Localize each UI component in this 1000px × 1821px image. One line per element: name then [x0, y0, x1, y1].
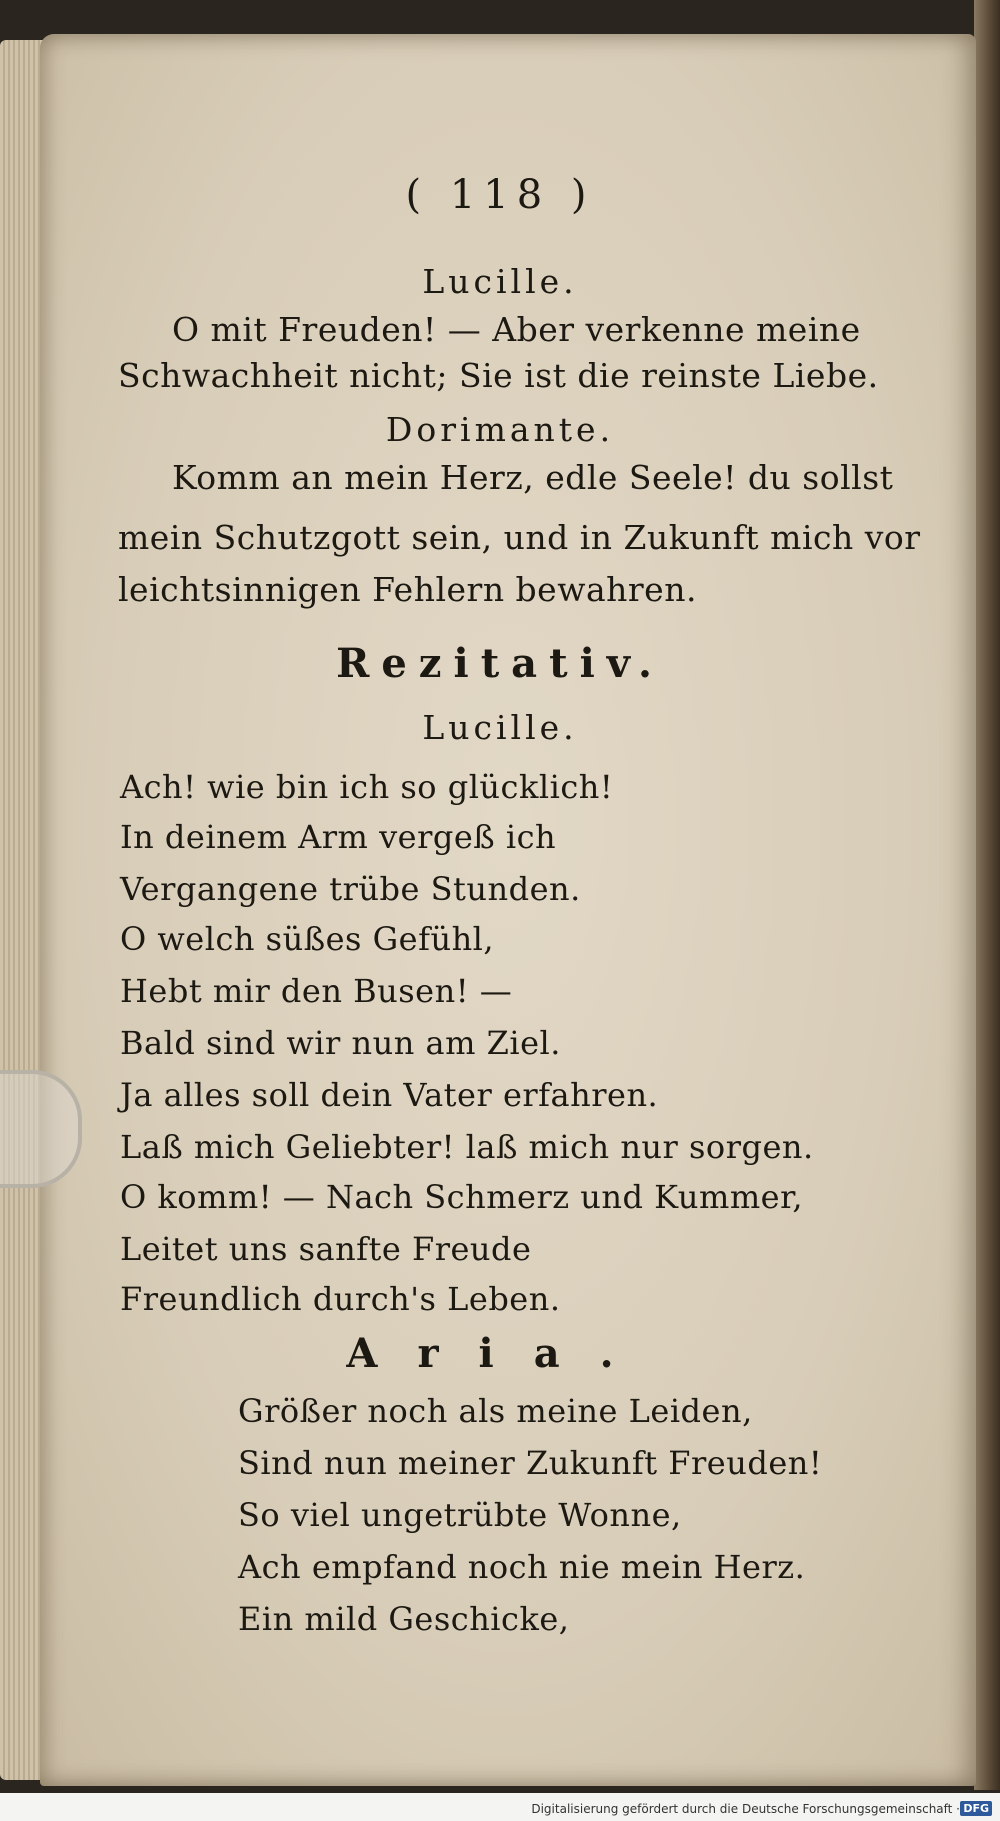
- verse-line: Sind nun meiner Zukunft Freuden!: [238, 1444, 823, 1482]
- verse-line: Größer noch als meine Leiden,: [238, 1392, 753, 1430]
- verse-line: Ach empfand noch nie mein Herz.: [238, 1548, 806, 1586]
- verse-line: Bald sind wir nun am Ziel.: [120, 1024, 561, 1062]
- footer-credit: Digitalisierung gefördert durch die Deutsche Forschungsgemeinschaft ·: [531, 1802, 960, 1816]
- page-number: ( 118 ): [405, 172, 595, 218]
- text-line: mein Schutzgott sein, und in Zukunft mich vor: [118, 518, 921, 557]
- verse-line: O welch süßes Gefühl,: [120, 920, 495, 958]
- verse-line: In deinem Arm vergeß ich: [120, 818, 557, 856]
- dfg-logo: DFG: [960, 1801, 992, 1816]
- page-clip: [0, 1070, 82, 1188]
- speaker-name: Lucille.: [422, 262, 578, 301]
- section-heading: Rezitativ.: [336, 640, 664, 687]
- section-heading: Aria.: [346, 1330, 654, 1377]
- verse-line: Vergangene trübe Stunden.: [120, 870, 581, 908]
- verse-line: Ach! wie bin ich so glücklich!: [120, 768, 614, 806]
- verse-line: O komm! — Nach Schmerz und Kummer,: [120, 1178, 804, 1216]
- verse-line: Ja alles soll dein Vater erfahren.: [120, 1076, 659, 1114]
- verse-line: Hebt mir den Busen! —: [120, 972, 513, 1010]
- speaker-name: Lucille.: [422, 708, 578, 747]
- text-line: O mit Freuden! — Aber verkenne meine: [172, 310, 861, 349]
- verse-line: Ein mild Geschicke,: [238, 1600, 570, 1638]
- verse-line: So viel ungetrübte Wonne,: [238, 1496, 682, 1534]
- footer-bar: [0, 1793, 1000, 1821]
- verse-line: Leitet uns sanfte Freude: [120, 1230, 532, 1268]
- speaker-name: Dorimante.: [385, 410, 615, 449]
- text-line: Schwachheit nicht; Sie ist die reinste Liebe.: [118, 356, 879, 395]
- text-line: leichtsinnigen Fehlern bewahren.: [118, 570, 697, 609]
- verse-line: Laß mich Geliebter! laß mich nur sorgen.: [120, 1128, 814, 1166]
- text-line: Komm an mein Herz, edle Seele! du sollst: [172, 458, 894, 497]
- verse-line: Freundlich durch's Leben.: [120, 1280, 561, 1318]
